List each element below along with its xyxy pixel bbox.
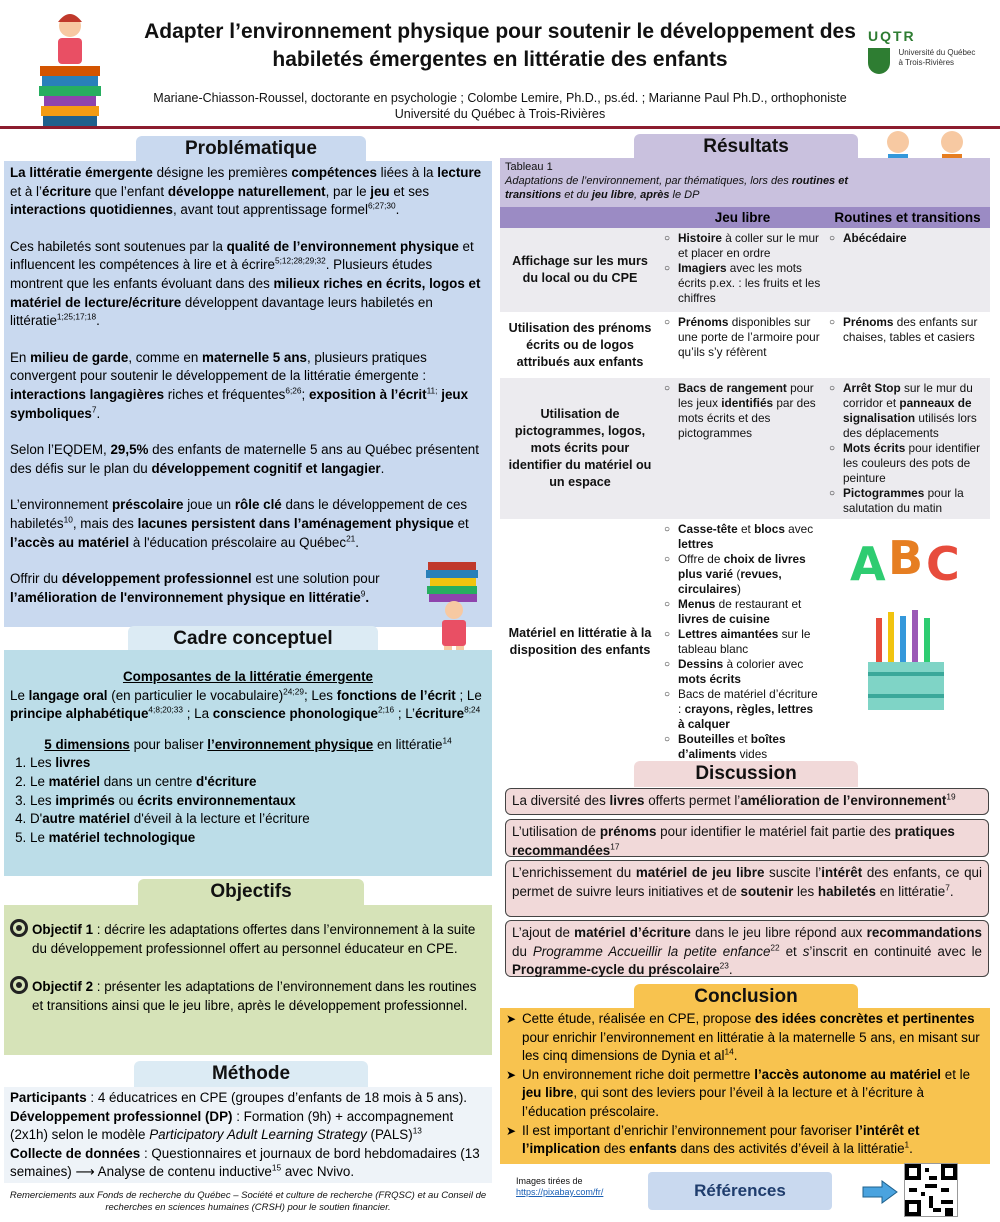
table-label: Tableau 1 <box>505 161 553 173</box>
references-label: Références <box>694 1181 786 1200</box>
col-jeu-libre: Jeu libre <box>714 210 771 225</box>
methode-dp: Développement professionnel (DP) : Formation (9h) + accompagnement (2x1h) selon le modèle Participatory Adult Learning Strategy (PALS)$^{13}$ <box>10 1108 454 1143</box>
table-title: Adaptations de l’environnement, par thématiques, lors des routines et transitions et du jeu libre, après le DP <box>505 175 849 201</box>
uqtr-shield-icon <box>868 48 890 74</box>
cell-item: ○ Dessins à colorier avec mots écrits <box>664 657 821 687</box>
qr-code-icon[interactable] <box>904 1163 958 1217</box>
cell-item: ○ Prénoms des enfants sur chaises, tables et casiers <box>829 315 986 345</box>
arrow-right-icon <box>862 1180 898 1204</box>
acknowledgement: Remerciements aux Fonds de recherche du Québec – Société et culture de recherche (FRQSC) et au Conseil de recherches en sciences humaines (CRSH) pour le soutien financier. <box>9 1190 487 1213</box>
methode-panel <box>4 1087 492 1183</box>
table-row <box>500 519 990 765</box>
cell-item: ○ Mots écrits pour identifier les couleurs des pots de peinture <box>829 441 986 486</box>
methode-collecte: Collecte de données : Questionnaires et journaux de bord hebdomadaires (13 semaines) ⟶ Analyse de contenu inductive$^{15}$ avec Nvivo. <box>10 1145 480 1180</box>
cell-item: ○ Bacs de rangement pour les jeux identifiés par des mots écrits et des pictogrammes <box>664 381 821 441</box>
cell-item: ○ Offre de choix de livres plus varié (revues, circulaires) <box>664 552 821 597</box>
problematique-heading: Problématique <box>136 136 366 162</box>
discussion-point-4: L’ajout de matériel d’écriture dans le jeu libre répond aux recommandations du Programme Accueillir la petite enfance$^{22}$ et s’inscrit en continuité avec le Programme-cycle du préscolaire$^{23}$. <box>505 920 989 977</box>
images-credit-text: Images tirées de <box>516 1176 583 1186</box>
svg-text:A: A <box>849 537 886 591</box>
dimension-item: 2. Le matériel dans un centre d'écriture <box>30 773 486 792</box>
cell-item: ○ Menus de restaurant et livres de cuisine <box>664 597 821 627</box>
objectifs-heading: Objectifs <box>138 879 364 905</box>
problematique-p4: Selon l’EQDEM, 29,5% des enfants de maternelle 5 ans au Québec présentent des défis sur le plan du développement cognitif et langagier. <box>10 442 479 476</box>
row-label: Utilisation de pictogrammes, logos, mots écrits pour identifier du matériel ou un espace <box>508 407 652 489</box>
uqtr-logo-text: UQTR <box>868 28 916 44</box>
cell-item: ○ Imagiers avec les mots écrits p.ex. : les fruits et les chiffres <box>664 261 821 306</box>
objectif-1: Objectif 1 : décrire les adaptations offertes dans l’environnement à la suite du développement professionnel offert au personnel éducateur en CPE. <box>10 919 486 958</box>
results-table <box>500 207 990 765</box>
discussion-point-2: L’utilisation de prénoms pour identifier le matériel fait partie des pratiques recommandées$^{17}$ <box>505 819 989 857</box>
references-button[interactable] <box>648 1172 832 1210</box>
problematique-panel <box>4 161 492 627</box>
cadre-subtitle-1: Composantes de la littératie émergente <box>122 669 374 684</box>
discussion-point-3: L’enrichissement du matériel de jeu libre suscite l’intérêt des enfants, ce qui permet de suivre leurs initiatives et de soutenir les habiletés en littératie$^7$. <box>505 860 989 917</box>
table-row <box>500 312 990 378</box>
poster-title: Adapter l’environnement physique pour soutenir le développement des habiletés émergentes en littératie des enfants <box>144 20 856 71</box>
arrow-right-icon: ⟶ <box>75 1164 95 1180</box>
problematique-p2: Ces habiletés sont soutenues par la qualité de l’environnement physique et influencent les compétences à lire et à écrire$^{5;12;28;29;32}$. Plusieurs études montrent que les enfants évoluant dans des milieux riches en écrits, logos et matériel de lecture/écriture développent davantage leurs habiletés en littératie$^{1;25;17;18}$. <box>10 238 481 329</box>
cadre-dimensions-text: pour baliser <box>133 736 204 752</box>
authors <box>100 90 900 122</box>
methode-participants: Participants : 4 éducatrices en CPE (groupes d’enfants de 18 mois à 5 ans). <box>10 1090 468 1105</box>
discussion-heading: Discussion <box>634 761 858 787</box>
problematique-p1: La littératie émergente désigne les premières compétences liées à la lecture et à l’écriture que l’enfant développe naturellement, par le jeu et ses interactions quotidiennes, avant tout apprentissage formel$^{6;27;30}$. <box>10 165 482 218</box>
row-label: Matériel en littératie à la disposition des enfants <box>508 626 652 657</box>
resultats-heading: Résultats <box>634 134 858 160</box>
cell-item: ○ Prénoms disponibles sur une porte de l’armoire pour qu’ils s’y réfèrent <box>664 315 821 360</box>
methode-heading: Méthode <box>134 1061 368 1087</box>
conclusion-point: ➤ Il est important d’enrichir l’environnement pour favoriser l’intérêt et l’implication des enfants dans des activités d’éveil à la littératie$^1$. <box>506 1122 984 1159</box>
images-credit <box>516 1176 626 1198</box>
cadre-heading: Cadre conceptuel <box>128 626 378 652</box>
problematique-p5: L’environnement préscolaire joue un rôle clé dans le développement de ces habiletés$^{10}$, mais des lacunes persistent dans l’aménagement physique et l’accès au matériel à l'éducation préscolaire au Québec$^{21}$. <box>10 497 469 550</box>
reading-child-illustration <box>30 8 110 126</box>
table-row <box>500 228 990 312</box>
cell-item: ○ Lettres aimantées sur le tableau blanc <box>664 627 821 657</box>
objectif-2: Objectif 2 : présenter les adaptations de l’environnement dans les routines et transitions ainsi que le jeu libre, après le développement professionnel. <box>10 976 486 1015</box>
cell-item: ○ Histoire à coller sur le mur et placer en ordre <box>664 231 821 261</box>
header-rule <box>0 126 1000 129</box>
target-icon <box>10 919 28 937</box>
objectifs-panel <box>4 905 492 1055</box>
cell-item: ○ Abécédaire <box>829 231 986 246</box>
svg-text:B: B <box>887 531 923 585</box>
cadre-components: Le langage oral (en particulier le vocabulaire)$^{24;29}$; Les fonctions de l’écrit ; Le principe alphabétique$^{4;8;20;33}$ ; La conscience phonologique$^{2;16}$ ; L’écriture$^{8;24}$ <box>10 686 482 722</box>
table-header-row <box>500 207 990 228</box>
dimension-item: 4. D'autre matériel d'éveil à la lecture et l’écriture <box>30 810 486 829</box>
uqtr-logo <box>868 28 988 74</box>
affiliation-line: Université du Québec à Trois-Rivières <box>394 107 606 121</box>
conclusion-heading: Conclusion <box>634 984 858 1010</box>
problematique-p3: En milieu de garde, comme en maternelle 5 ans, plusieurs pratiques convergent pour soutenir le développement de la littératie émergente : interactions langagières riches et fréquentes$^{6;26}$; exposition à l’écrit$^{11;}$ jeux symboliques$^7$. <box>10 349 469 421</box>
dimension-item: 3. Les imprimés ou écrits environnementaux <box>30 792 486 811</box>
dimension-item: 1. Les livres <box>30 754 486 773</box>
discussion-point-1: La diversité des livres offerts permet l’amélioration de l’environnement$^{19}$ <box>505 788 989 815</box>
cadre-dimensions-list <box>10 754 486 847</box>
cell-item: ○ Pictogrammes pour la salutation du matin <box>829 486 986 516</box>
target-icon <box>10 976 28 994</box>
cell-item: ○ Arrêt Stop sur le mur du corridor et panneaux de signalisation utilisés lors des déplacements <box>829 381 986 441</box>
cadre-panel <box>4 650 492 876</box>
cell-item: ○ Bacs de matériel d’écriture : crayons, règles, lettres à calquer <box>664 687 821 732</box>
problematique-p6: Offrir du développement professionnel est une solution pour l’amélioration de l'environnement physique en littératie$^9$. <box>10 571 380 605</box>
col-routines: Routines et transitions <box>834 210 981 225</box>
cadre-subtitle-2: 5 dimensions pour baliser l’environnement physique en littératie$^{14}$ <box>44 735 452 752</box>
authors-line: Mariane-Chiasson-Roussel, doctorante en psychologie ; Colombe Lemire, Ph.D., ps.éd. ; Marianne Paul Ph.D., orthophoniste <box>153 91 847 105</box>
svg-text:C: C <box>925 537 960 591</box>
uqtr-sub1: Université du Québec <box>898 48 976 57</box>
abc-pencils-illustration <box>838 522 978 712</box>
conclusion-panel <box>500 1008 990 1164</box>
pixabay-link[interactable]: https://pixabay.com/fr/ <box>516 1187 604 1197</box>
cell-item: ○ Casse-tête et blocs avec lettres <box>664 522 821 552</box>
table-caption <box>500 158 990 208</box>
cell-item: ○ Bouteilles et boîtes d’aliments vides <box>664 732 821 762</box>
conclusion-point: ➤ Cette étude, réalisée en CPE, propose des idées concrètes et pertinentes pour enrichir l’environnement en littératie à la maternelle 5 ans, en misant sur les cinq dimensions de Dynia et $al^{14}$. <box>506 1010 984 1066</box>
dimension-item: 5. Le matériel technologique <box>30 829 486 848</box>
row-label: Utilisation des prénoms écrits ou de logos attribués aux enfants <box>508 320 652 369</box>
uqtr-sub2: à Trois-Rivières <box>898 58 955 67</box>
row-label: Affichage sur les murs du local ou du CPE <box>512 254 648 285</box>
conclusion-point: ➤ Un environnement riche doit permettre l’accès autonome au matériel et le jeu libre, qui sont des leviers pour l’éveil à la lecture et à l’écriture à l’éducation préscolaire. <box>506 1066 984 1122</box>
table-row <box>500 378 990 519</box>
